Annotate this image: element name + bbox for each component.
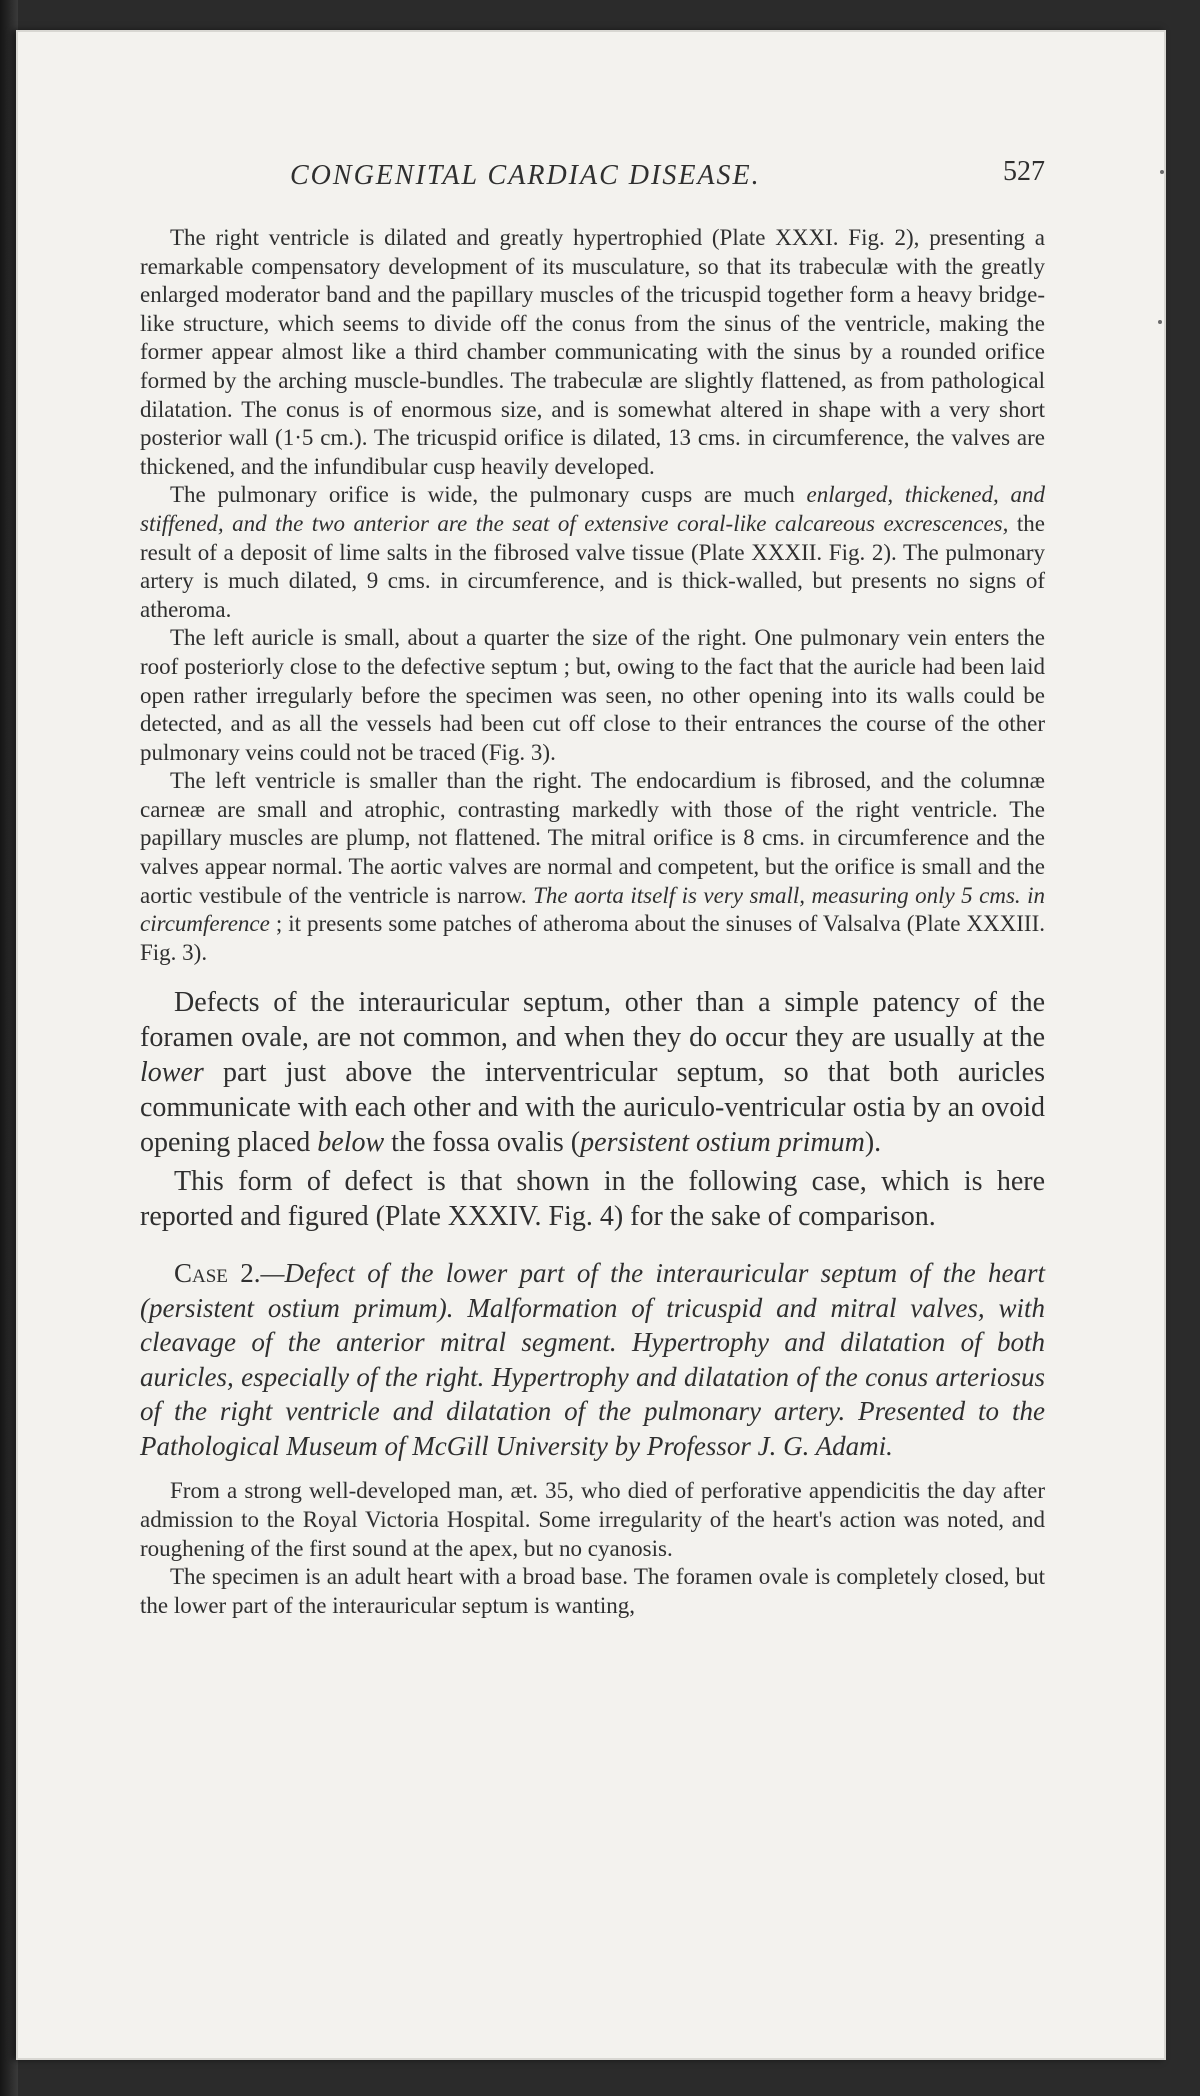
paragraph-pulmonary-orifice xyxy=(140,481,1045,624)
paragraph-left-auricle xyxy=(140,624,1045,767)
text: the result of a deposit of lime salts in the fibrosed valve tissue (Plate XXXII. Fig. 2). The pulmonary artery is much dilated, 9 cms. in circumference, and is thick-walled, but presents no signs of atheroma. xyxy=(140,510,1045,622)
text: The left auricle is small, about a quarter the size of the right. One pulmonary vein enters the roof posteriorly close to the defective septum ; but, owing to the fact that the auricle had been laid open rather irregularly before the specimen was seen, no other opening into its walls could be detected, and as all the vessels had been cut off close to their entrances the course of the other pulmonary veins could not be traced (Fig. 3). xyxy=(140,625,1045,765)
text: part just above the interventricular septum, so that both auricles communicate with each other and with the auriculo-ventricular ostia by an ovoid opening placed xyxy=(140,1057,1045,1159)
paragraph-left-ventricle xyxy=(140,767,1045,967)
case-heading xyxy=(140,1256,1045,1463)
speck xyxy=(1158,320,1162,324)
paragraph-septum-defects xyxy=(140,985,1045,1160)
text: the fossa ovalis ( xyxy=(384,1127,581,1159)
case-title: —Defect of the lower part of the interauricular septum of the heart (persistent ostium primum). Malformation of tricuspid and mitral valves, with cleavage of the anterior mitral segment. Hypertrophy and dilatation of both auricles, especially of the right. Hypertrophy and dilatation of the conus arteriosus of the right ventricle and dilatation of the pulmonary artery. Presented to the Pathological Museum of McGill University by Professor J. G. Adami. xyxy=(140,1258,1046,1461)
text: ). xyxy=(864,1127,882,1159)
book-page xyxy=(16,30,1166,2060)
italic-text: lower xyxy=(140,1057,204,1089)
italic-text: persistent ostium primum xyxy=(580,1127,865,1159)
italic-text: below xyxy=(317,1127,385,1159)
text: The specimen is an adult heart with a broad base. The foramen ovale is completely closed, but the lower part of the interauricular septum is wanting, xyxy=(140,1564,1045,1618)
text: ; it presents some patches of atheroma about the sinuses of Valsalva (Plate XXXIII. Fig. 3). xyxy=(140,911,1045,965)
running-head xyxy=(140,150,1045,200)
text: Defects of the interauricular septum, other than a simple patency of the foramen ovale, are not common, and when they do occur they are usually at the xyxy=(140,987,1045,1054)
margin-specks xyxy=(1152,30,1166,2060)
italic-text: enlarged, thickened, and stiffened, and the two anterior are the seat of extensive coral-like calcareous excrescences, xyxy=(140,482,1045,536)
text: From a strong well-developed man, æt. 35, who died of perforative appendicitis the day after admission to the Royal Victoria Hospital. Some irregularity of the heart's action was noted, and roughening of the first sound at the apex, but no cyanosis. xyxy=(140,1478,1045,1561)
paragraph-right-ventricle xyxy=(140,224,1045,481)
page-number: 527 xyxy=(1003,156,1045,187)
paragraph-case-history xyxy=(140,1477,1045,1563)
paragraph-form-of-defect xyxy=(140,1164,1045,1234)
text: The right ventricle is dilated and greatly hypertrophied (Plate XXXI. Fig. 2), presenting a remarkable compensatory development of its musculature, so that its trabeculæ with the greatly enlarged moderator band and the papillary muscles of the tricuspid together form a heavy bridge-like structure, which seems to divide off the conus from the sinus of the ventricle, making the former appear almost like a third chamber communicating with the sinus by a rounded orifice formed by the arching muscle-bundles. The trabeculæ are slightly flattened, as from pathological dilatation. The conus is of enormous size, and is somewhat altered in shape with a very short posterior wall (1·5 cm.). The tricuspid orifice is dilated, 13 cms. in circumference, the valves are thickened, and the infundibular cusp heavily developed. xyxy=(140,225,1045,479)
running-title: CONGENITAL CARDIAC DISEASE. xyxy=(290,160,761,191)
text: This form of defect is that shown in the following case, which is here reported and figured (Plate XXXIV. Fig. 4) for the sake of comparison. xyxy=(140,1166,1045,1233)
speck xyxy=(1160,170,1164,174)
case-label: Case 2. xyxy=(174,1258,261,1289)
page-content xyxy=(140,150,1045,1620)
text: The left ventricle is smaller than the right. The endocardium is fibrosed, and the columnæ carneæ are small and atrophic, contrasting markedly with those of the right ventricle. The papillary muscles are plump, not flattened. The mitral orifice is 8 cms. in circumference and the valves appear normal. The aortic valves are normal and competent, but the orifice is small and the aortic vestibule of the ventricle is narrow. xyxy=(140,768,1045,908)
italic-text: The aorta itself is very small, measuring only 5 cms. in circumference xyxy=(140,882,1045,937)
paragraph-specimen xyxy=(140,1563,1045,1620)
text: The pulmonary orifice is wide, the pulmonary cusps are much xyxy=(170,482,807,508)
